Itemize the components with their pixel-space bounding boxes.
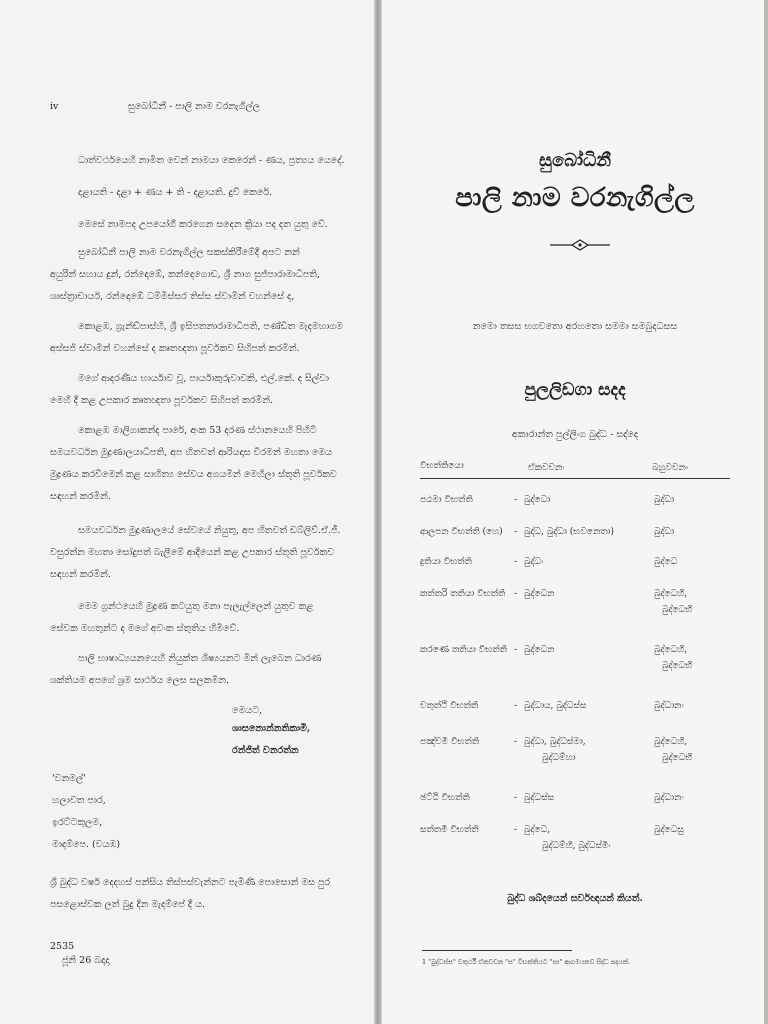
table-dash: - <box>514 645 518 655</box>
text-line: සඳහන් කරමින්. <box>50 569 111 580</box>
table-cell-plural: බුද්ධා <box>654 495 675 505</box>
running-header: සුබෝධිනී - පාලි නාම වරනැගිල්ල <box>128 101 260 112</box>
text-line: වසුරත්න මහතා සෝදුපත් බැලීමේ ආදියෙන් කළ උපකාර ස්තූති පූර්වකව <box>50 547 334 558</box>
sign-name: රන්ජිත් වනරත්න <box>232 745 299 756</box>
namo-line: නමො තසස භගවතො අරහතො සමමා සමබුදධසස <box>472 321 678 332</box>
text-line: ශක්තියම අපගේ ශ්‍රම සාර්ථය ලෙස සලකමින. <box>50 675 230 686</box>
year: 2535 <box>50 941 75 952</box>
table-cell-case: කරණෙ තතියා විභත්ති <box>420 645 507 655</box>
table-cell-plural: බුද්ධෙ <box>654 557 678 567</box>
table-cell-singular: බුද්ධෙ, <box>524 825 551 835</box>
table-cell-case: පඤ්චමී විභත්ති <box>420 737 480 747</box>
subheading: අකාරාන්ත පුල්ලිංග බුද්ධ - සද්දෙ <box>511 429 639 440</box>
left-page <box>0 0 378 1024</box>
table-cell-case: ඡට්ඨි විභත්ති <box>420 793 470 803</box>
paragraph <box>50 648 350 692</box>
column-header-singular: ඒකවචනං <box>528 463 565 473</box>
text-line: සේවක මහතුන්ට ද මගේ අවංක ස්තුතිය හිමිවේ. <box>50 623 240 634</box>
text-line: මෙහි දී කළ උපකාර කෘතඥතා පූර්වකව සිහිපත් කරමින්. <box>50 395 273 406</box>
table-dash: - <box>514 793 518 803</box>
table-cell-singular: බුද්ධ, බුද්ධා (භවනෙතා) <box>524 527 615 537</box>
text-line: මාදම්පෙ. (වයඹ) <box>52 839 121 850</box>
table-cell-singular: බුද්ධාය, බුද්ධස්ස <box>524 701 587 711</box>
text-line: 'වනමල්' <box>52 773 86 784</box>
text-line: කොළඹ මාලිගාකන්ද පාරේ, අංක 53 දරණ ස්ථානයෙහි පිහිටි <box>78 425 317 436</box>
table-cell-singular: බුද්ධං <box>524 557 544 567</box>
text-line: අස්සජි ස්වාමීන් වහන්සේ ද කෘතඥතා පූර්වකව සිහිපත් කරමින්. <box>50 343 300 354</box>
table-cell-plural: බුද්ධෙහි, <box>654 645 688 655</box>
text-line: පාලි භාෂාධ්‍යයනයෙහි නියුක්ත ශිෂ්‍යයනට මින් ලැබෙන ධාරණ <box>78 653 322 664</box>
table-dash: - <box>514 701 518 711</box>
table-cell-case: දුතියා විභත්ති <box>420 557 472 567</box>
table-cell-singular: බුද්ධා, බුද්ධස්මා, <box>524 737 586 747</box>
paragraph <box>50 242 350 308</box>
table-cell-plural: බුද්ධෙහි, <box>654 737 688 747</box>
declension-table <box>382 0 768 1024</box>
table-cell-plural: බුද්ධෙභි <box>662 753 693 763</box>
closing-line: බුද්ධ ශබ්දයෙන් සර්වඥයන් කියත්. <box>507 893 643 904</box>
gutter <box>374 0 382 1024</box>
page-number: iv <box>50 101 59 112</box>
table-cell-singular: බුද්ධම්හා <box>542 753 576 763</box>
table-cell-case: ආලපන විභත්ති (හෙ) <box>420 527 503 537</box>
sign-salutation: මෙයට, <box>232 705 262 716</box>
table-cell-case: සත්තමී විභත්ති <box>420 825 479 835</box>
table-cell-singular: බුද්ධෙන <box>524 589 555 599</box>
paragraph <box>50 368 350 412</box>
paragraph <box>50 316 350 360</box>
title-main: පාලි නාම වරනැගිල්ල <box>455 183 695 213</box>
table-dash: - <box>514 557 518 567</box>
table-dash: - <box>514 737 518 747</box>
body-line: මෙසේ නාමපද උපයෝගී කරගෙන සදෙන ක්‍රියා පද දත යුතු වේ. <box>78 219 328 230</box>
section-title: පුලලිඩගා සදද <box>524 380 626 400</box>
address-block <box>52 768 252 856</box>
column-header-plural: බහුවචනං <box>652 463 689 473</box>
table-dash: - <box>514 589 518 599</box>
date: ජූනි 26 බදාදා <box>62 955 110 966</box>
sign-title: ශාසනොන්නතිකාමී, <box>232 723 311 734</box>
column-header-case: විභත්තියො <box>420 461 464 471</box>
text-line: සමයවර්ධන මුද්‍රණාලයේ සේවයේ නියුතු, අප හිතවත් ඩබ්ලිව්.ඒ.ජී. <box>78 525 341 536</box>
table-dash: - <box>514 495 518 505</box>
text-line: සුබෝධිනී පාලි නාම වරනැගිල්ල සකස්කිරීමේදී අපට නන් <box>78 247 300 258</box>
body-line: ධාත්වර්ථයෙහි නාමිත වෙන් නාමයා කෙරෙන් - ණය, ප්‍රත්‍යය යෙදේ. <box>78 155 345 166</box>
table-cell-plural: බුද්ධානං <box>654 701 684 711</box>
table-cell-singular: බුද්ධෙන <box>524 645 555 655</box>
text-line: සඳහන් කරමින්. <box>50 491 111 502</box>
body-line: දළායති - දළා + ණය + ති - දළායති. දුව් කෙරේ. <box>78 187 273 198</box>
table-divider <box>420 478 730 479</box>
right-page <box>382 0 768 1024</box>
table-cell-case: පඨමා විභත්ති <box>420 495 473 505</box>
text-line: ඉරට්ටකුලම, <box>52 817 103 828</box>
text-line: සමයවර්ධන මුද්‍රණාලයාධිපති, අප හිතවත් ආරියදාස වීරමන් මහතා මෙය <box>50 447 332 458</box>
text-line: හලාවත පාර, <box>52 795 106 806</box>
table-cell-plural: බුද්ධෙභි <box>662 661 693 671</box>
footnote: 1 "බුද්ධස්ස" චතුර්ථී ඒකවචන "ස" විභක්තියට "සා" ආගමයකව සිද්ධ පදයක්. <box>422 958 631 966</box>
text-line: ශ්‍රී බුද්ධ වර්ෂ දෙදහස් පන්සිය තිස්පස්වැන්නට පැමිණි පොසොන් මස පුර <box>50 877 331 888</box>
footnote-rule <box>422 950 572 951</box>
title-small: සුබෝධිනී <box>539 150 611 171</box>
table-cell-case: කත්තරි තතියා විභත්ති <box>420 589 506 599</box>
table-dash: - <box>514 527 518 537</box>
paragraph <box>50 596 350 640</box>
table-cell-case: චතුත්ථි විභත්ති <box>420 701 479 711</box>
table-dash: - <box>514 825 518 835</box>
text-line: මගේ ආදරණීය භාර්යාව වූ, පාර්යාකුරුවාවකි, එල්.කේ. ද සිල්වා <box>78 373 330 384</box>
text-line: අයුරින් සහාය දුන්, රන්දොඹේ, කන්දෙගොඩ, ශ්‍රී නාග සුජ්පාරාමාධිපති, <box>50 269 320 280</box>
table-cell-singular: බුද්ධස්ස <box>524 793 555 803</box>
table-cell-singular: බුද්ධම්හි, බුද්ධස්මිං <box>542 841 611 851</box>
text-line: ශාස්ත්‍රාචාර්ය, රන්දොඹේ ධම්මිස්සර තිස්ස ස්වාමීන් වහන්සේ ද, <box>50 291 295 302</box>
text-line: මුද්‍රණය කරවීමෙන් කළ සාහිත්‍ය සේවය අගයමින් මෙහිලා ස්තූති පූර්වකව <box>50 469 337 480</box>
paragraph <box>50 420 350 508</box>
text-line: කොළඹ, ග්‍රැන්ඩ්පාස්හි, ශ්‍රී ඉසිපතනාරාමාධිපති, පණ්ඩිත මැදමහාගම <box>78 321 343 332</box>
text-line: පසළොස්වක ලත් බුදු දින මැදම්පේ දී ය. <box>50 899 206 910</box>
paragraph <box>50 520 350 586</box>
table-cell-singular: බුද්ධො <box>524 495 551 505</box>
table-cell-plural: බුද්ධෙහි, <box>654 589 688 599</box>
table-cell-plural: බුද්ධා <box>654 527 675 537</box>
page-edge <box>764 0 768 1024</box>
table-cell-plural: බුද්ධානං <box>654 793 684 803</box>
table-cell-plural: බුද්ධෙසු <box>654 825 684 835</box>
table-cell-plural: බුද්ධෙභි <box>662 605 693 615</box>
closing-paragraph <box>50 872 350 916</box>
text-line: මෙම ග්‍රන්ථයෙහි මුද්‍රණ කටයුතු මනා පැලැල්ලෙන් යුතුව කළ <box>78 601 314 612</box>
